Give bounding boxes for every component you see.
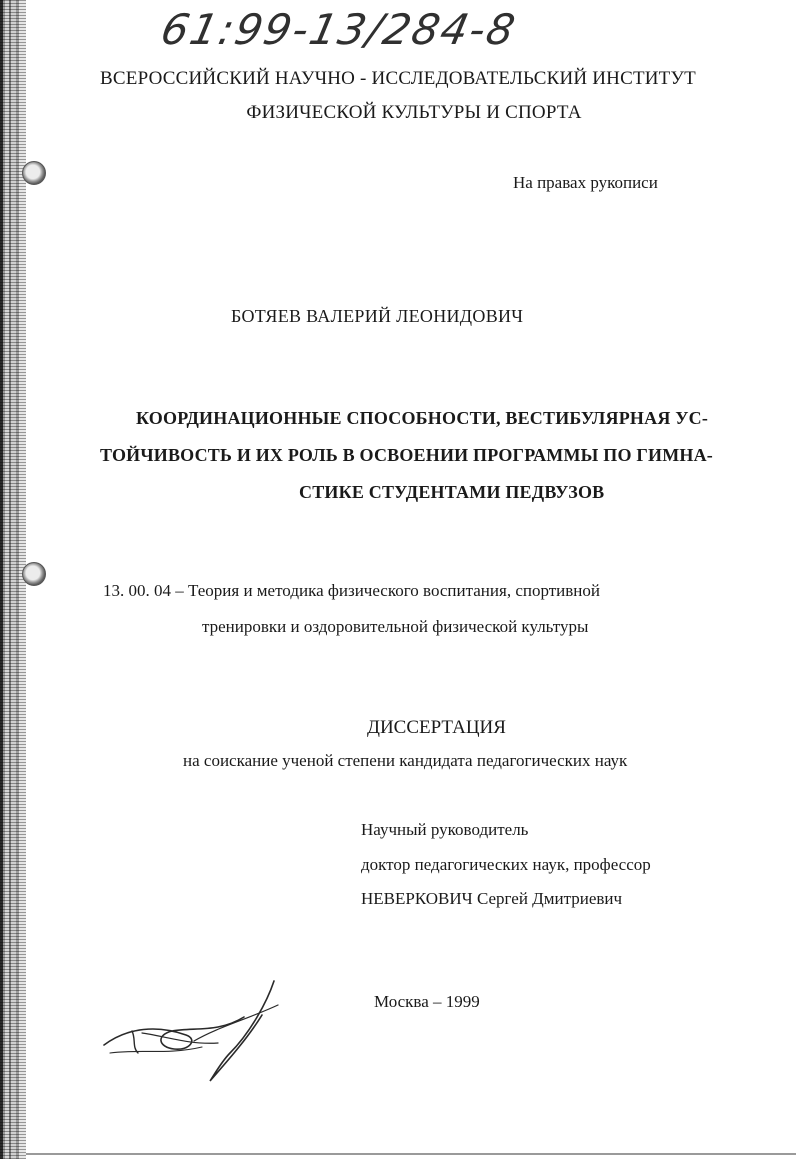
punch-hole-middle (22, 562, 46, 586)
degree-subheading: на соискание ученой степени кандидата педагогических наук (183, 751, 628, 770)
title-line-3: СТИКЕ СТУДЕНТАМИ ПЕДВУЗОВ (299, 482, 605, 502)
supervisor-title: доктор педагогических наук, профессор (361, 855, 651, 874)
archive-number: 61:99-13/284-8 (156, 5, 522, 54)
signature-image (98, 975, 288, 1085)
title-line-2: ТОЙЧИВОСТЬ И ИХ РОЛЬ В ОСВОЕНИИ ПРОГРАММЫ ПО ГИМНА- (100, 445, 713, 465)
specialty-line-1: 13. 00. 04 – Теория и методика физического воспитания, спортивной (103, 581, 600, 600)
supervisor-name: НЕВЕРКОВИЧ Сергей Дмитриевич (361, 889, 623, 908)
scan-bottom-edge (26, 1153, 796, 1155)
specialty-line-2: тренировки и оздоровительной физической культуры (202, 617, 589, 636)
institute-line-1: ВСЕРОССИЙСКИЙ НАУЧНО - ИССЛЕДОВАТЕЛЬСКИЙ ИНСТИТУТ (100, 68, 696, 89)
degree-heading: ДИССЕРТАЦИЯ (367, 717, 506, 738)
institute-line-2: ФИЗИЧЕСКОЙ КУЛЬТУРЫ И СПОРТА (246, 102, 582, 123)
manuscript-note: На правах рукописи (513, 173, 658, 192)
title-line-1: КООРДИНАЦИОННЫЕ СПОСОБНОСТИ, ВЕСТИБУЛЯРНАЯ УС- (136, 408, 709, 428)
place-year: Москва – 1999 (374, 992, 480, 1011)
punch-hole-top (22, 161, 46, 185)
supervisor-label: Научный руководитель (361, 820, 529, 839)
author-name: БОТЯЕВ ВАЛЕРИЙ ЛЕОНИДОВИЧ (231, 306, 524, 326)
